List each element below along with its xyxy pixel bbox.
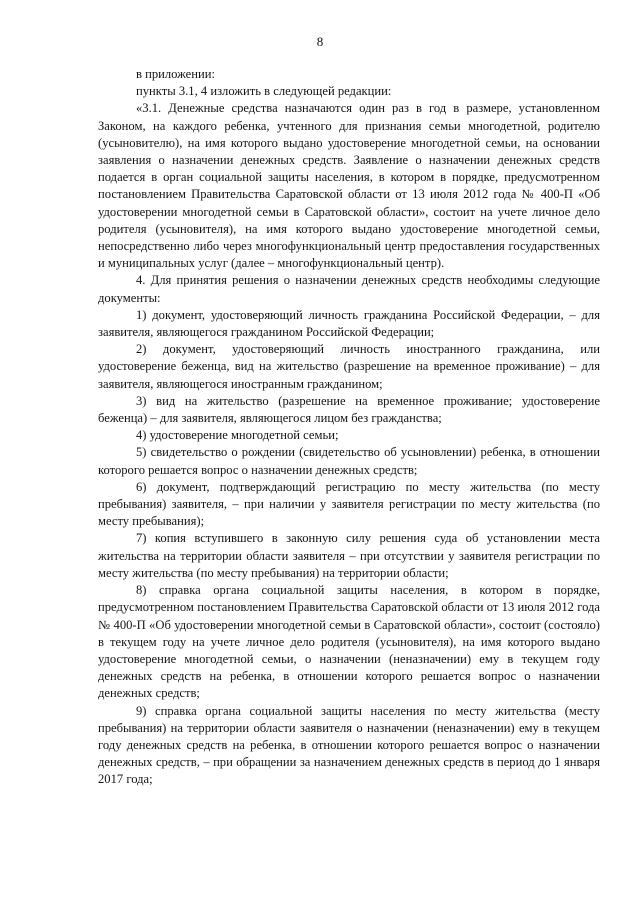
list-item-3: 3) вид на жительство (разрешение на временное проживание; удостоверение беженца) – для заявителя, являющегося лицом без гражданства; — [98, 393, 600, 426]
list-item-2: 2) документ, удостоверяющий личность иностранного гражданина, или удостоверение беженца, вид на жительство (разрешение на временное проживание) – для заявителя, являющегося иностранным гражданином; — [98, 342, 600, 391]
list-item-5: 5) свидетельство о рождении (свидетельство об усыновлении) ребенка, в отношении которого решается вопрос о назначении денежных средств; — [98, 445, 600, 477]
page-number: 8 — [316, 34, 324, 49]
list-item-6: 6) документ, подтверждающий регистрацию по месту жительства (по месту пребывания) заявителя, – при наличии у заявителя регистрации по месту жительства (по месту пребывания); — [98, 479, 600, 529]
paragraph-clause-4: 4. Для принятия решения о назначении денежных средств необходимы следующие документы: — [98, 273, 600, 305]
paragraph-intro: в приложении: — [136, 67, 215, 81]
paragraph-clause-3-1: «3.1. Денежные средства назначаются один раз в год в размере, установленном Законом, на каждого ребенка, учтенного для признания семьи многодетной, родителю (усыновителю), на имя которого выдано удостоверение многодетной семьи, на основании заявления о назначении денежных средств. Заявление о назначении денежных средств подается в орган социальной защиты населения, в котором в порядке, предусмотренном постановлением Правительства Саратовской области от 13 июля 2012 года № 400-П «Об удостоверении многодетной семьи в Саратовской области», состоит на учете личное дело родителя (усыновителя), на имя которого выдано удостоверение многодетной семьи, непосредственно либо через многофункциональный центр предоставления государственных и муниципальных услуг (далее – многофункциональный центр). — [98, 101, 600, 271]
list-item-9: 9) справка органа социальной защиты населения по месту жительства (месту пребывания) на территории области заявителя о назначении (неназначении) ему в текущем году денежных средств на ребенка, в отношении которого решается вопрос о назначении денежных средств, – при обращении за назначением денежных средств в период до 1 января 2017 года; — [98, 703, 600, 787]
list-item-4: 4) удостоверение многодетной семьи; — [136, 428, 339, 443]
list-item-1: 1) документ, удостоверяющий личность гражданина Российской Федерации, – для заявителя, являющегося гражданином Российской Федерации; — [98, 307, 600, 340]
document-body — [98, 66, 600, 789]
paragraph-amend-clauses: пункты 3.1, 4 изложить в следующей редакции: — [136, 84, 392, 99]
list-item-7: 7) копия вступившего в законную силу решения суда об установлении места жительства на территории области заявителя – при отсутствии у заявителя регистрации по месту жительства (по месту пребывания) на территории области; — [98, 531, 600, 580]
list-item-8: 8) справка органа социальной защиты населения, в котором в порядке, предусмотренном постановлением Правительства Саратовской области от 13 июля 2012 года № 400-П «Об удостоверении многодетной семьи в Саратовской области», состоит (состояло) в текущем году на учете личное дело родителя (усыновителя), на имя которого выдано удостоверение многодетной семьи, о назначении (неназначении) ему в текущем году денежных средств на ребенка, в отношении которого решается вопрос о назначении денежных средств; — [98, 583, 600, 701]
